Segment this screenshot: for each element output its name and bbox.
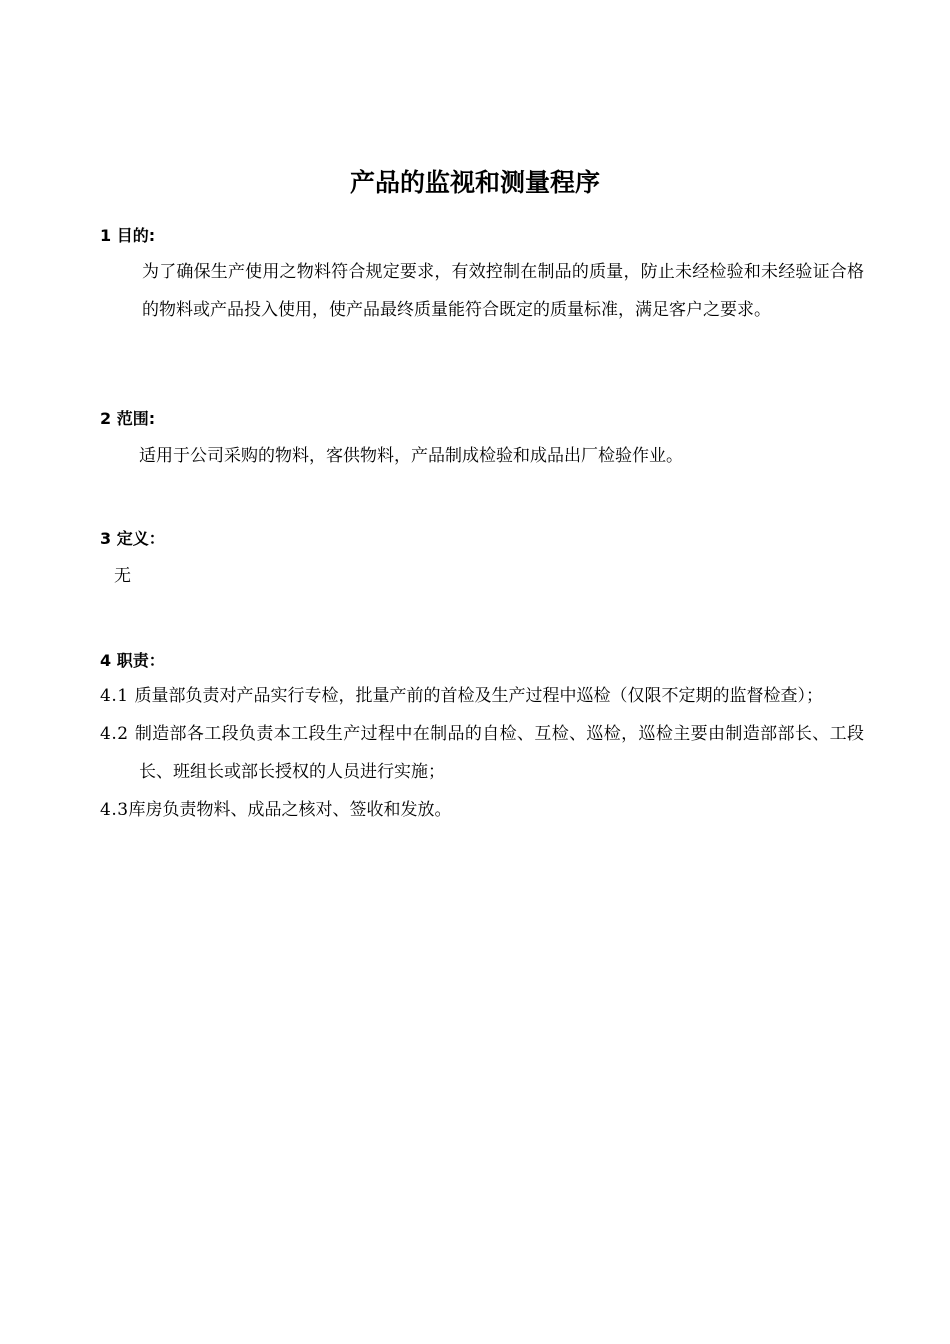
section-body-scope: 适用于公司采购的物料，客供物料，产品制成检验和成品出厂检验作业。 bbox=[139, 446, 683, 466]
section-heading-responsibilities: 4 职责： bbox=[100, 651, 165, 670]
document-title: 产品的监视和测量程序 bbox=[349, 168, 600, 197]
section-body-definition: 无 bbox=[114, 566, 131, 586]
section-heading-purpose: 1 目的: bbox=[100, 226, 156, 245]
list-item bbox=[100, 791, 864, 829]
list-item-number: 4.1 bbox=[100, 686, 135, 706]
list-item bbox=[100, 677, 864, 715]
list-item-text: 库房负责物料、成品之核对、签收和发放。 bbox=[128, 800, 452, 820]
list-item-text: 制造部各工段负责本工段生产过程中在制品的自检、互检、巡检，巡检主要由制造部部长、工段长、班组长或部长授权的人员进行实施； bbox=[134, 724, 864, 782]
section-heading-definition: 3 定义： bbox=[100, 529, 165, 548]
list-item bbox=[100, 715, 864, 791]
section-body-purpose: 为了确保生产使用之物料符合规定要求，有效控制在制品的质量，防止未经检验和未经验证合格的物料或产品投入使用，使产品最终质量能符合既定的质量标准，满足客户之要求。 bbox=[142, 262, 864, 320]
section-heading-scope: 2 范围: bbox=[100, 409, 156, 428]
responsibilities-list bbox=[100, 677, 864, 829]
list-item-text: 质量部负责对产品实行专检，批量产前的首检及生产过程中巡检（仅限不定期的监督检查）； bbox=[134, 686, 823, 706]
list-item-number: 4.3 bbox=[100, 800, 129, 820]
list-item-number: 4.2 bbox=[100, 724, 135, 744]
